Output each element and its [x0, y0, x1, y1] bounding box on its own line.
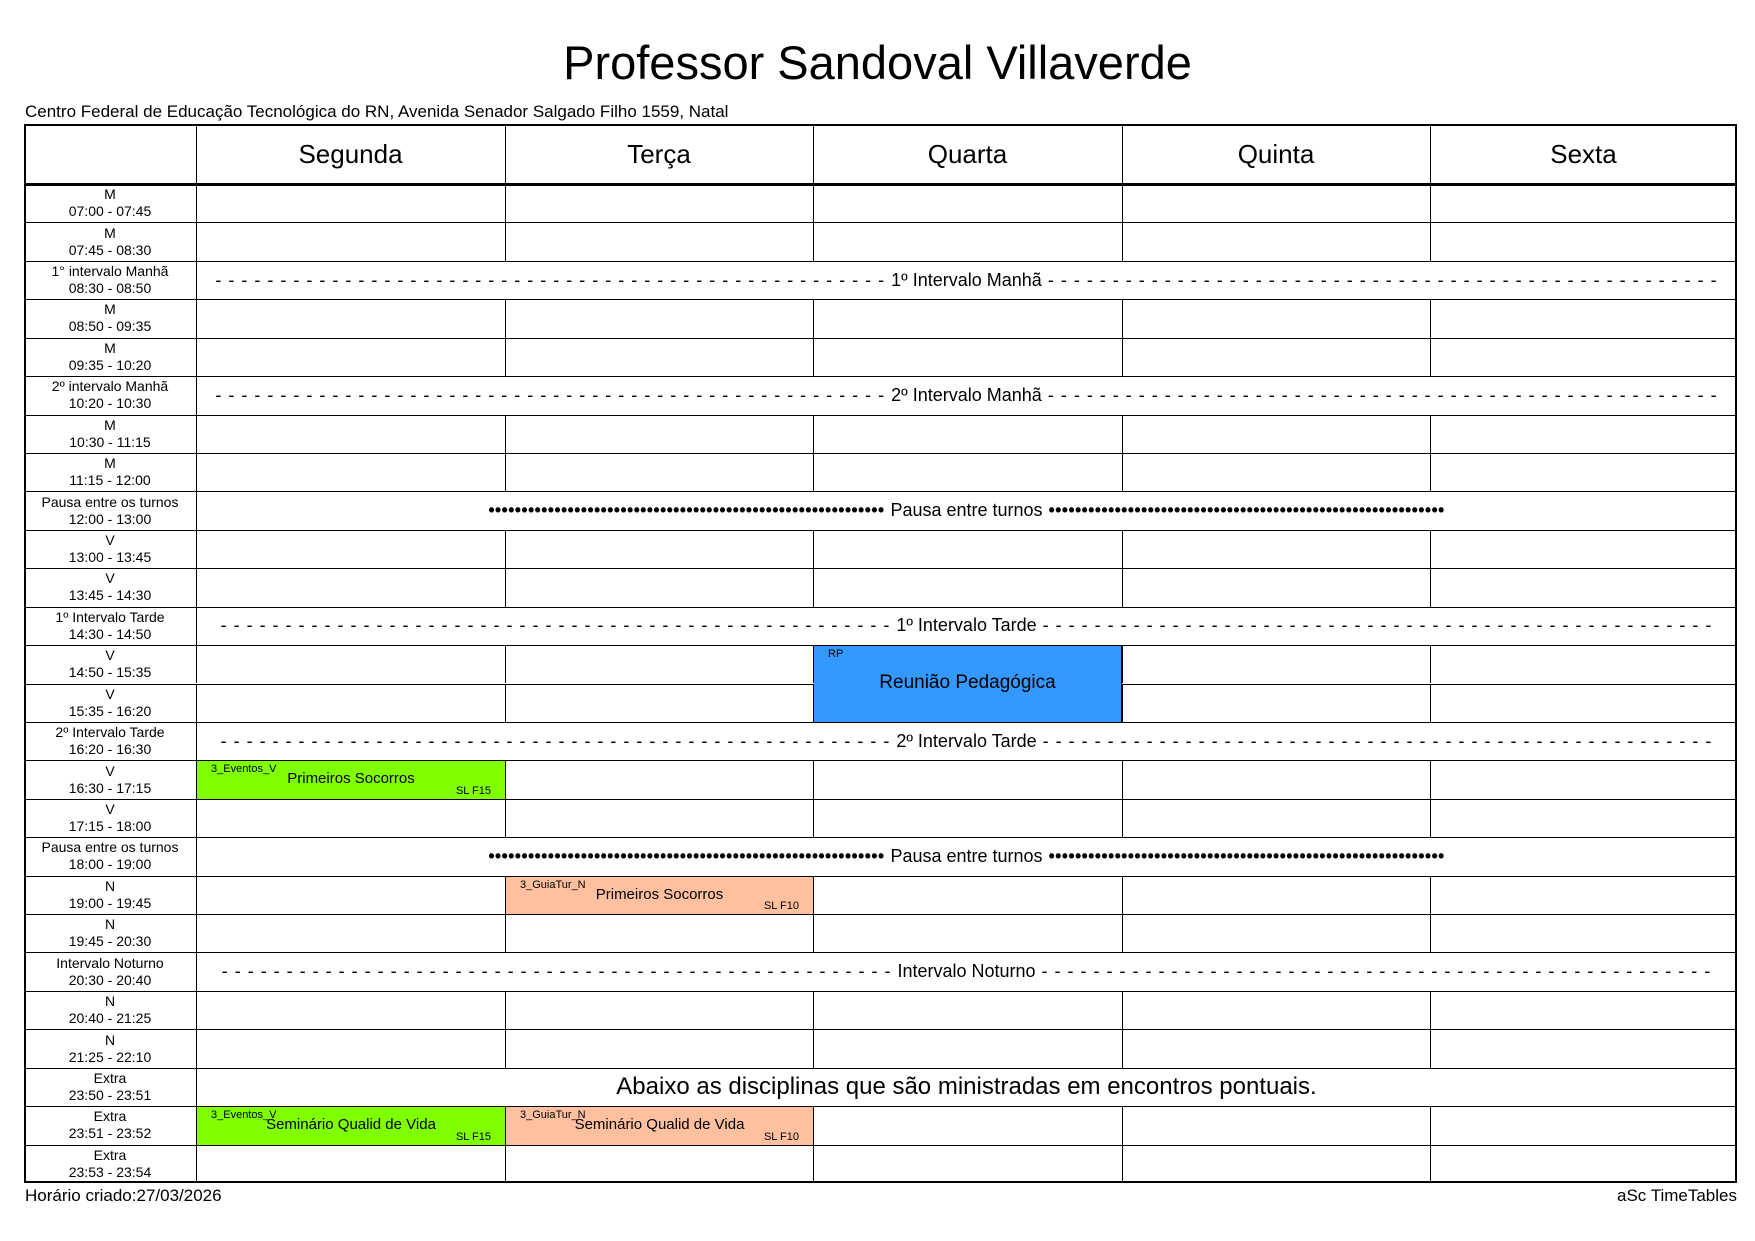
period-name: M [104, 455, 116, 472]
day-column-divider [505, 760, 506, 798]
row-label [24, 914, 196, 952]
day-column-divider [1122, 568, 1123, 606]
day-column-divider [1430, 453, 1431, 491]
period-name: V [105, 647, 115, 664]
label-column-divider [196, 914, 197, 952]
row-label [24, 222, 196, 260]
day-column-divider [505, 645, 506, 683]
lesson-class-code: 3_Eventos_V [211, 763, 277, 776]
header-column-divider [1430, 124, 1431, 184]
period-name: V [105, 762, 115, 779]
day-header-2: Terça [627, 139, 691, 169]
lesson-card[interactable] [197, 1107, 505, 1144]
row-label [24, 991, 196, 1029]
row-label [24, 184, 196, 222]
day-header-3: Quarta [927, 139, 1008, 169]
day-column-divider [1430, 645, 1431, 683]
period-name: N [104, 916, 116, 933]
period-time: 08:30 - 08:50 [68, 280, 152, 297]
day-column-divider [1122, 1145, 1123, 1183]
period-time: 23:53 - 23:54 [68, 1163, 152, 1180]
day-column-divider [1122, 760, 1123, 798]
day-column-divider [505, 991, 506, 1029]
break-label: Intervalo Noturno [897, 961, 1036, 982]
period-time: 07:45 - 08:30 [68, 241, 152, 258]
period-name: N [104, 877, 116, 894]
header-column-divider [505, 124, 506, 184]
period-time: 23:51 - 23:52 [68, 1125, 152, 1142]
day-column-divider [1430, 1145, 1431, 1183]
row-label [24, 568, 196, 606]
row-label [24, 376, 196, 414]
period-time: 18:00 - 19:00 [68, 856, 152, 873]
day-column-divider [1122, 338, 1123, 376]
day-column-divider [1430, 799, 1431, 837]
day-column-divider [1122, 799, 1123, 837]
label-column-divider [196, 568, 197, 606]
row-label [24, 530, 196, 568]
row-divider [24, 799, 1737, 800]
row-divider [24, 415, 1737, 416]
break-label: Pausa entre turnos [890, 500, 1043, 521]
period-time: 14:50 - 15:35 [68, 664, 152, 681]
day-column-divider [813, 338, 814, 376]
row-label [24, 453, 196, 491]
day-column-divider [1430, 684, 1431, 722]
break-banner [196, 261, 1737, 299]
lesson-class-code: 3_Eventos_V [211, 1109, 277, 1122]
day-column-divider [1122, 453, 1123, 491]
day-column-divider [813, 453, 814, 491]
row-label [24, 1068, 196, 1106]
break-banner [196, 952, 1737, 990]
row-divider [24, 453, 1737, 454]
header-column-divider [196, 124, 197, 184]
row-label [24, 799, 196, 837]
day-column-divider [813, 222, 814, 260]
period-name: Extra [93, 1108, 127, 1125]
break-filler: •••••••••••••••••••••••••••••••••••••••••••••••••••••••••••• [488, 500, 885, 521]
break-filler: - - - - - - - - - - - - - - - - - - - - - - - - - - - - - - - - - - - - - - - - - - - - - - - - - - - - [215, 269, 886, 290]
period-time: 14:30 - 14:50 [68, 625, 152, 642]
row-label [24, 1029, 196, 1067]
lesson-subject: Primeiros Socorros [287, 770, 415, 788]
label-column-divider [196, 799, 197, 837]
lesson-card[interactable] [814, 646, 1122, 722]
day-column-divider [813, 530, 814, 568]
period-time: 13:45 - 14:30 [68, 587, 152, 604]
row-label [24, 1145, 196, 1183]
period-name: N [104, 993, 116, 1010]
lesson-class-code: RP [828, 648, 844, 661]
day-column-divider [1430, 1029, 1431, 1067]
day-column-divider [1122, 415, 1123, 453]
day-column-divider [1430, 760, 1431, 798]
day-column-divider [1430, 415, 1431, 453]
day-column-divider [505, 568, 506, 606]
row-divider [24, 876, 1737, 877]
day-column-divider [1122, 222, 1123, 260]
period-name: M [104, 186, 116, 203]
day-column-divider [813, 1029, 814, 1067]
lesson-room: SL F15 [455, 784, 491, 797]
day-column-divider [813, 568, 814, 606]
label-column-divider [196, 1029, 197, 1067]
row-divider [24, 914, 1737, 915]
row-label [24, 876, 196, 914]
period-time: 11:15 - 12:00 [69, 472, 151, 489]
period-time: 21:25 - 22:10 [68, 1048, 152, 1065]
break-filler: - - - - - - - - - - - - - - - - - - - - - - - - - - - - - - - - - - - - - - - - - - - - - - - - - - - - [1047, 384, 1718, 405]
period-name: Intervalo Noturno [56, 954, 164, 971]
period-name: V [105, 570, 115, 587]
footer-brand: aSc TimeTables [1617, 1186, 1737, 1205]
day-column-divider [1122, 914, 1123, 952]
lesson-subject: Reunião Pedagógica [879, 672, 1056, 694]
row-divider [24, 568, 1737, 569]
break-label: 2º Intervalo Tarde [896, 730, 1037, 751]
break-label: Pausa entre turnos [890, 845, 1043, 866]
day-column-divider [1430, 568, 1431, 606]
day-column-divider [813, 876, 814, 914]
day-column-divider [505, 914, 506, 952]
break-banner [196, 491, 1737, 529]
day-column-divider [505, 453, 506, 491]
break-filler: - - - - - - - - - - - - - - - - - - - - - - - - - - - - - - - - - - - - - - - - - - - - - - - - - - - - [1042, 730, 1713, 751]
label-column-divider [196, 338, 197, 376]
day-column-divider [505, 222, 506, 260]
period-time: 13:00 - 13:45 [68, 549, 152, 565]
period-time: 07:00 - 07:45 [68, 203, 152, 220]
day-column-divider [505, 1029, 506, 1067]
break-filler: - - - - - - - - - - - - - - - - - - - - - - - - - - - - - - - - - - - - - - - - - - - - - - - - - - - - [220, 615, 891, 636]
row-divider [24, 222, 1737, 223]
row-label [24, 952, 196, 990]
day-column-divider [1122, 299, 1123, 337]
page-title: Professor Sandoval Villaverde [563, 36, 1192, 89]
period-name: N [104, 1031, 116, 1048]
day-column-divider [1122, 645, 1123, 683]
period-time: 23:50 - 23:51 [68, 1086, 152, 1103]
row-label [24, 1106, 196, 1144]
row-label [24, 760, 196, 798]
extra-lessons-note: Abaixo as disciplinas que são ministradas em encontros pontuais. [616, 1072, 1317, 1100]
row-label [24, 722, 196, 760]
day-column-divider [813, 760, 814, 798]
period-name: Extra [93, 1069, 127, 1086]
day-column-divider [1122, 530, 1123, 568]
day-column-divider [1122, 991, 1123, 1029]
break-filler: - - - - - - - - - - - - - - - - - - - - - - - - - - - - - - - - - - - - - - - - - - - - - - - - - - - - [215, 384, 886, 405]
period-name: M [104, 416, 116, 433]
lesson-room: SL F10 [763, 900, 799, 913]
break-filler: - - - - - - - - - - - - - - - - - - - - - - - - - - - - - - - - - - - - - - - - - - - - - - - - - - - - [1041, 961, 1712, 982]
period-name: 1° intervalo Manhã [51, 263, 169, 280]
label-column-divider [196, 645, 197, 683]
day-column-divider [1122, 684, 1123, 722]
period-time: 16:30 - 17:15 [68, 779, 152, 796]
day-column-divider [1122, 184, 1123, 222]
day-column-divider [505, 338, 506, 376]
break-banner [196, 607, 1737, 645]
page-subtitle: Centro Federal de Educação Tecnológica do RN, Avenida Senador Salgado Filho 1559, Natal [25, 102, 729, 121]
period-name: 2º intervalo Manhã [51, 378, 169, 395]
day-column-divider [813, 1106, 814, 1144]
period-time: 09:35 - 10:20 [68, 356, 152, 373]
row-divider [24, 1029, 1737, 1030]
period-name: Pausa entre os turnos [41, 493, 179, 510]
row-divider [24, 299, 1737, 300]
row-label [24, 684, 196, 722]
period-time: 16:20 - 16:30 [68, 741, 152, 758]
break-label: 1º Intervalo Manhã [891, 269, 1042, 290]
day-column-divider [813, 184, 814, 222]
lesson-class-code: 3_GuiaTur_N [520, 878, 586, 891]
lesson-subject: Seminário Qualid de Vida [574, 1116, 745, 1134]
period-name: V [105, 800, 115, 817]
day-column-divider [1122, 876, 1123, 914]
lesson-card[interactable] [506, 877, 813, 914]
period-name: M [104, 224, 116, 241]
day-column-divider [505, 530, 506, 568]
period-name: V [105, 532, 115, 548]
row-divider [24, 530, 1737, 531]
period-name: 2º Intervalo Tarde [55, 724, 165, 741]
day-column-divider [813, 991, 814, 1029]
label-column-divider [196, 184, 197, 222]
label-column-divider [196, 876, 197, 914]
label-column-divider [196, 415, 197, 453]
period-time: 19:45 - 20:30 [68, 933, 152, 950]
label-column-divider [196, 684, 197, 722]
break-filler: •••••••••••••••••••••••••••••••••••••••••••••••••••••••••••• [488, 845, 885, 866]
period-name: M [104, 339, 116, 356]
label-column-divider [196, 991, 197, 1029]
label-column-divider [196, 453, 197, 491]
day-header-4: Quinta [1237, 139, 1315, 169]
day-column-divider [1122, 1029, 1123, 1067]
day-column-divider [1430, 338, 1431, 376]
period-time: 08:50 - 09:35 [68, 318, 152, 335]
day-header-1: Segunda [298, 139, 403, 169]
day-column-divider [813, 799, 814, 837]
day-header-5: Sexta [1550, 139, 1617, 169]
row-label [24, 338, 196, 376]
lesson-class-code: 3_GuiaTur_N [520, 1109, 586, 1122]
lesson-card[interactable] [197, 761, 505, 798]
day-column-divider [1430, 1106, 1431, 1144]
day-column-divider [813, 299, 814, 337]
lesson-subject: Primeiros Socorros [595, 885, 724, 903]
break-filler: - - - - - - - - - - - - - - - - - - - - - - - - - - - - - - - - - - - - - - - - - - - - - - - - - - - - [1047, 269, 1718, 290]
row-label [24, 491, 196, 529]
row-label [24, 837, 196, 875]
lesson-room: SL F15 [455, 1130, 491, 1143]
row-label [24, 645, 196, 683]
break-filler: - - - - - - - - - - - - - - - - - - - - - - - - - - - - - - - - - - - - - - - - - - - - - - - - - - - - [221, 961, 892, 982]
break-banner [196, 722, 1737, 760]
day-column-divider [1430, 991, 1431, 1029]
day-column-divider [505, 415, 506, 453]
day-column-divider [1430, 876, 1431, 914]
day-column-divider [813, 1145, 814, 1183]
period-time: 10:20 - 10:30 [68, 395, 152, 412]
period-name: Pausa entre os turnos [41, 839, 179, 856]
row-label [24, 415, 196, 453]
header-column-divider [1122, 124, 1123, 184]
break-filler: - - - - - - - - - - - - - - - - - - - - - - - - - - - - - - - - - - - - - - - - - - - - - - - - - - - - [220, 730, 891, 751]
period-time: 10:30 - 11:15 [69, 433, 151, 450]
period-name: M [104, 301, 116, 318]
lesson-subject: Seminário Qualid de Vida [266, 1116, 436, 1134]
row-divider [24, 338, 1737, 339]
period-name: V [105, 685, 115, 702]
day-column-divider [1430, 914, 1431, 952]
label-column-divider [196, 299, 197, 337]
break-label: 1º Intervalo Tarde [896, 615, 1037, 636]
break-filler: •••••••••••••••••••••••••••••••••••••••••••••••••••••••••••• [1048, 500, 1445, 521]
day-column-divider [1430, 530, 1431, 568]
day-column-divider [813, 415, 814, 453]
period-time: 20:40 - 21:25 [68, 1010, 152, 1027]
period-time: 12:00 - 13:00 [68, 510, 152, 527]
break-banner [196, 837, 1737, 875]
day-column-divider [1430, 184, 1431, 222]
day-column-divider [505, 799, 506, 837]
row-divider [24, 1145, 1737, 1146]
period-name: 1º Intervalo Tarde [55, 608, 165, 625]
row-label [24, 607, 196, 645]
period-time: 15:35 - 16:20 [68, 702, 152, 719]
label-column-divider [196, 222, 197, 260]
day-column-divider [505, 684, 506, 722]
lesson-card[interactable] [506, 1107, 813, 1144]
row-label [24, 261, 196, 299]
period-time: 19:00 - 19:45 [68, 894, 152, 911]
period-time: 17:15 - 18:00 [68, 817, 152, 834]
period-time: 20:30 - 20:40 [68, 971, 152, 988]
header-column-divider [813, 124, 814, 184]
day-column-divider [505, 299, 506, 337]
row-divider [24, 991, 1737, 992]
day-column-divider [1430, 299, 1431, 337]
break-filler: - - - - - - - - - - - - - - - - - - - - - - - - - - - - - - - - - - - - - - - - - - - - - - - - - - - - [1042, 615, 1713, 636]
break-label: 2º Intervalo Manhã [891, 384, 1042, 405]
day-column-divider [1122, 1106, 1123, 1144]
label-column-divider [196, 530, 197, 568]
period-name: Extra [93, 1146, 127, 1163]
day-column-divider [813, 914, 814, 952]
lesson-room: SL F10 [763, 1130, 799, 1143]
row-label [24, 299, 196, 337]
day-column-divider [505, 1145, 506, 1183]
label-column-divider [196, 1145, 197, 1183]
break-filler: •••••••••••••••••••••••••••••••••••••••••••••••••••••••••••• [1048, 845, 1445, 866]
day-column-divider [1430, 222, 1431, 260]
footer-created-date: Horário criado:27/03/2026 [25, 1186, 222, 1205]
day-column-divider [505, 184, 506, 222]
break-banner [196, 376, 1737, 414]
